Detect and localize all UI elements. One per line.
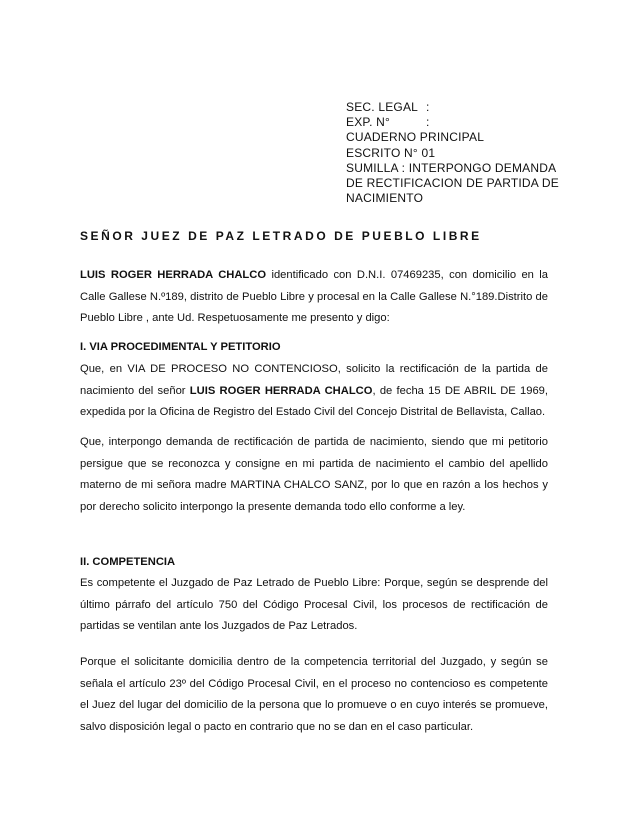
sumilla-line-2: DE RECTIFICACION DE PARTIDA DE	[346, 176, 559, 191]
exp-label: EXP. N°	[346, 115, 390, 130]
escrito-line: ESCRITO N° 01	[346, 145, 436, 160]
intro-paragraph	[80, 265, 548, 330]
addressee-heading: SEÑOR JUEZ DE PAZ LETRADO DE PUEBLO LIBRE	[80, 229, 482, 243]
section-1-p1-after: , de fecha 15 DE ABRIL DE 1969, expedida por la Oficina de Registro del Estado Civil del Concejo Distrital de Bellavista, Callao.	[80, 384, 548, 419]
exp-line	[346, 115, 560, 130]
sumilla-line-3: NACIMIENTO	[346, 191, 424, 206]
intro-text: identificado con D.N.I. 07469235, con domicilio en la Calle Gallese N.º189, distrito de Pueblo Libre y procesal en la Calle Gallese N.°189.Distrito de Pueblo Libre , ante Ud. Respetuosamente me presento y digo:	[80, 269, 548, 325]
sec-legal-line	[346, 100, 560, 115]
sumilla-line-1: SUMILLA : INTERPONGO DEMANDA	[346, 160, 557, 175]
intro-name: LUIS ROGER HERRADA CHALCO	[80, 269, 267, 281]
exp-value: :	[426, 115, 430, 130]
cuaderno-line: CUADERNO PRINCIPAL	[346, 130, 485, 145]
section-2-paragraph-1: Es competente el Juzgado de Paz Letrado de Pueblo Libre: Porque, según se desprende del último párrafo del artículo 750 del Código Procesal Civil, los procesos de rectificación de partidas se ventilan ante los Juzgados de Paz Letrados.	[80, 577, 548, 633]
section-1-title: I. VIA PROCEDIMENTAL Y PETITORIO	[80, 341, 281, 353]
section-2-paragraph-2: Porque el solicitante domicilia dentro de la competencia territorial del Juzgado, y según se señala el artículo 23º del Código Procesal Civil, en el proceso no contencioso es competente el Juez del lugar del domicilio de la persona que lo promueve o en cuyo interés se promueve, salvo disposición legal o pacto en contrario que no se dan en el caso particular.	[80, 656, 548, 733]
section-1-paragraph-2: Que, interpongo demanda de rectificación de partida de nacimiento, siendo que mi petitorio persigue que se reconozca y consigne en mi partida de nacimiento el cambio del apellido materno de mi señora madre MARTINA CHALCO SANZ, por lo que en razón a los hechos y por derecho solicito interpongo la presente demanda todo ello conforme a ley.	[80, 436, 548, 513]
case-header	[346, 100, 560, 206]
sec-legal-value: :	[426, 100, 430, 114]
section-1-p1-name: LUIS ROGER HERRADA CHALCO	[189, 384, 373, 397]
section-1-paragraph-1	[80, 359, 548, 424]
section-1-p1-before: Que, en VIA DE PROCESO NO CONTENCIOSO, solicito la rectificación de la partida de nacimiento del señor	[80, 363, 548, 397]
sec-legal-label: SEC. LEGAL	[346, 100, 419, 114]
section-2-title: II. COMPETENCIA	[80, 556, 176, 568]
